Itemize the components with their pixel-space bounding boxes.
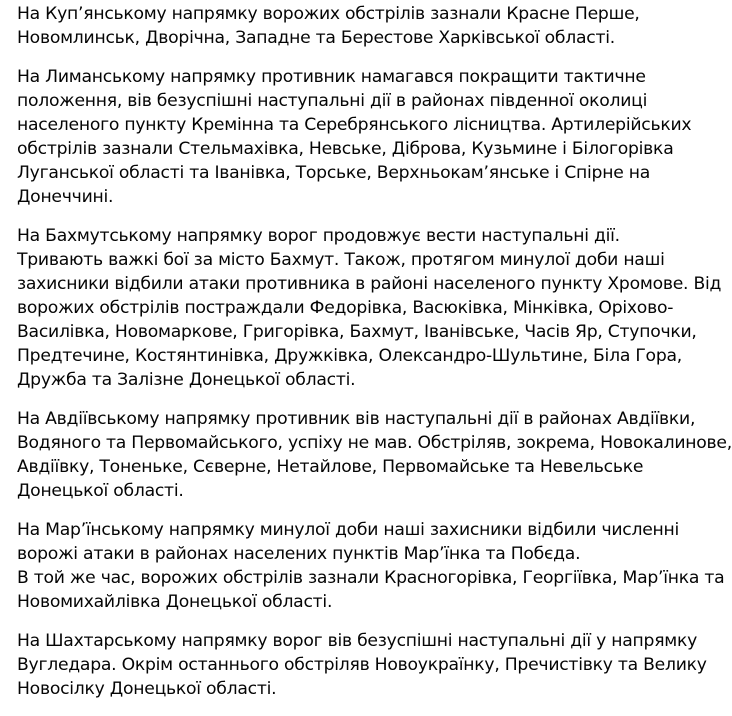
text-line: Вугледара. Окрім останнього обстріляв Новоукраїнку, Пречистівку та Велику (17, 655, 707, 675)
paragraph-kupiansk (17, 2, 729, 50)
text-line: населеного пункту Кремінна та Серебрянського лісництва. Артилерійських (17, 115, 692, 135)
text-line: На Лиманському напрямку противник намагався покращити тактичне (17, 67, 646, 87)
text-line: Новомихайлівка Донецької області. (17, 592, 333, 612)
post-text (17, 2, 732, 716)
text-line: Василівка, Новомаркове, Григорівка, Бахмут, Іванівське, Часів Яр, Ступочки, (17, 322, 697, 342)
paragraph-avdiivka (17, 407, 732, 503)
text-line: Авдіївку, Тоненьке, Сєверне, Нетайлове, Первомайське та Невельське (17, 457, 644, 477)
text-line: Предтечине, Костянтинівка, Дружківка, Олександро-Шультине, Біла Гора, (17, 346, 682, 366)
text-line: Тривають важкі бої за місто Бахмут. Також, протягом минулої доби наші (17, 250, 665, 270)
text-line: Новомлинськ, Дворічна, Западне та Берестове Харківської області. (17, 28, 615, 48)
text-line: На Мар’їнському напрямку минулої доби наші захисники відбили численні (17, 520, 680, 540)
text-line: На Авдіївському напрямку противник вів наступальні дії в районах Авдіївки, (17, 409, 696, 429)
paragraph-bakhmut (17, 224, 729, 392)
text-line: На Куп’янському напрямку ворожих обстрілів зазнали Красне Перше, (17, 4, 640, 24)
text-line: ворожих обстрілів постраждали Федорівка, Васюківка, Мінківка, Оріхово- (17, 298, 674, 318)
text-line: На Бахмутському напрямку ворог продовжує вести наступальні дії. (17, 226, 620, 246)
text-line: Донецької області. (17, 481, 184, 501)
text-line: положення, вів безуспішні наступальні дії в районах південної околиці (17, 91, 648, 111)
text-line: Водяного та Первомайського, успіху не мав. Обстріляв, зокрема, Новокалинове, (17, 433, 732, 453)
text-line: обстрілів зазнали Стельмахівка, Невське, Діброва, Кузьмине і Білогорівка (17, 139, 674, 159)
text-line: Дружба та Залізне Донецької області. (17, 370, 356, 390)
paragraph-marinka (17, 518, 729, 614)
text-line: В той же час, ворожих обстрілів зазнали Красногорівка, Георгіївка, Мар’їнка та (17, 568, 725, 588)
text-line: захисники відбили атаки противника в районі населеного пункту Хромове. Від (17, 274, 722, 294)
text-line: ворожі атаки в районах населених пунктів Мар’їнка та Побєда. (17, 544, 581, 564)
text-line: Донеччині. (17, 187, 114, 207)
text-line: Луганської області та Іванівка, Торське, Верхньокам’янське і Спірне на (17, 163, 651, 183)
text-line: На Шахтарському напрямку ворог вів безуспішні наступальні дії у напрямку (17, 631, 698, 651)
paragraph-shakhtarsk (17, 629, 729, 701)
paragraph-lyman (17, 65, 729, 209)
text-line: Новосілку Донецької області. (17, 679, 277, 699)
